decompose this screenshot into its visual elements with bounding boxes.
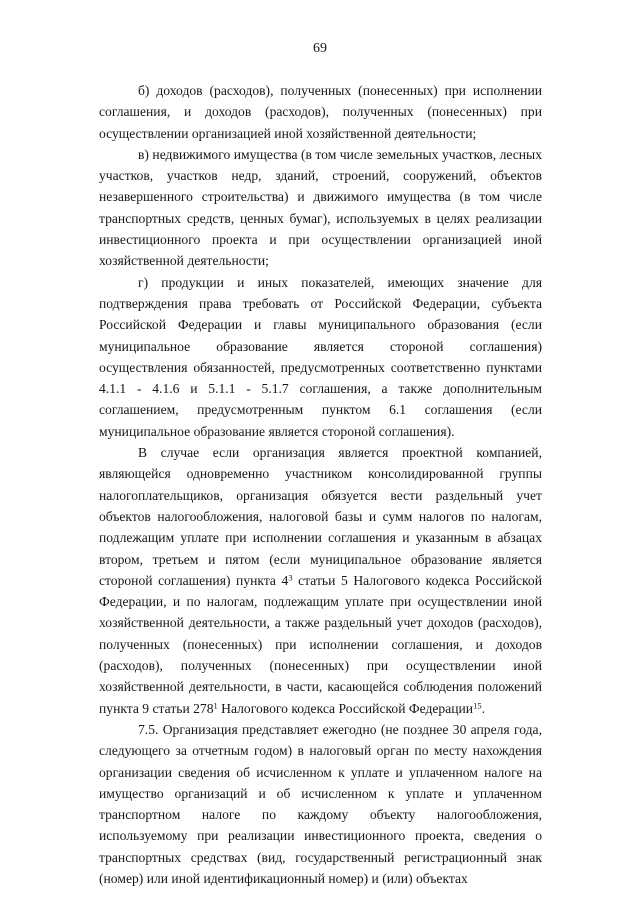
page-number: 69 <box>313 41 327 56</box>
superscript-article-index-2: 1 <box>213 699 218 710</box>
paragraph-text-part-2: статьи 5 Налогового кодекса Российской Федерации, и по налогам, подлежащим уплате при осуществлении иной хозяйственной деятельности, а также раздельный учет доходов (расходов), полученных (понесенных) при исполнении соглашения, и доходов (расходов), полученных (понесенных) при осуществлении иной хозяйственной деятельности, в части, касающейся соблюдения положений пункта 9 статьи 278 <box>99 572 542 716</box>
paragraph-text-part-1: В случае если организация является проектной компанией, являющейся одновременно участником консолидированной группы налогоплательщиков, организация обязуется вести раздельный учет объектов налогообложения, налоговой базы и сумм налогов по налогам, подлежащим уплате при исполнении соглашения и указанным в абзацах втором, третьем и пятом (если муниципальное образование является стороной соглашения) пункта 4 <box>99 445 542 588</box>
paragraph-text-part-4: . <box>481 700 485 716</box>
footnote-reference: 15 <box>473 699 482 710</box>
paragraph-7-5: 7.5. Организация представляет ежегодно (не позднее 30 апреля года, следующего за отчетным годом) в налоговый орган по месту нахождения организации сведения об исчисленном к уплате и уплаченном налоге на имущество организаций и об исчисленном к уплате и уплаченном транспортном налоге по каждому объекту налогообложения, используемому при реализации инвестиционного проекта, сведения о транспортных средствах (вид, государственный регистрационный знак (номер) или иной идентификационный номер) и (или) объектах <box>99 721 542 886</box>
paragraph-b: б) доходов (расходов), полученных (понесенных) при исполнении соглашения, и доходов (расходов), полученных (понесенных) при осуществлении организацией иной хозяйственной деятельности; <box>99 83 542 141</box>
paragraph-separate-accounting <box>99 442 542 719</box>
paragraph-v: в) недвижимого имущества (в том числе земельных участков, лесных участков, участков недр, зданий, строений, сооружений, объектов незавершенного строительства) и движимого имущества (в том числе транспортных средств, ценных бумаг), используемых в целях реализации инвестиционного проекта и при осуществлении организацией иной хозяйственной деятельности; <box>99 146 542 269</box>
paragraph-g: г) продукции и иных показателей, имеющих значение для подтверждения права требовать от Российской Федерации, субъекта Российской Федерации и главы муниципального образования (если муниципальное образование является стороной соглашения) осуществления обязанностей, предусмотренных соответственно пунктами 4.1.1 - 4.1.6 и 5.1.1 - 5.1.7 соглашения, а также дополнительным соглашением, предусмотренным пунктом 6.1 соглашения (если муниципальное образование является стороной соглашения). <box>99 274 542 439</box>
superscript-article-index: 3 <box>288 572 293 583</box>
document-body <box>99 80 542 889</box>
paragraph-text-part-3: Налогового кодекса Российской Федерации <box>217 700 474 716</box>
